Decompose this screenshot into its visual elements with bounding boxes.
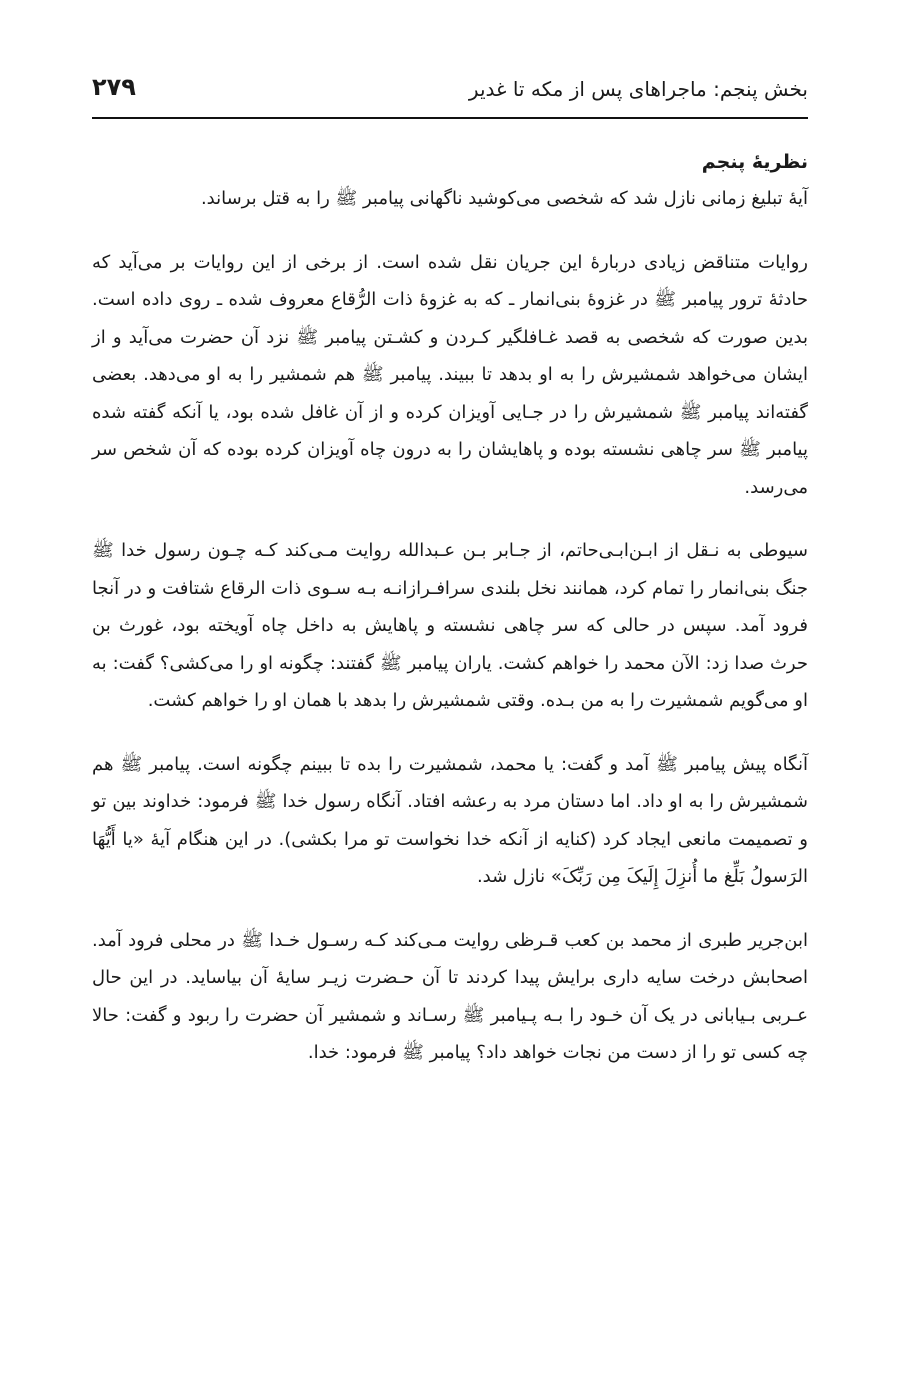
paragraph: آنگاه پیش پیامبر ﷺ آمد و گفت: یا محمد، شمشیرت را بده تا ببینم چگونه است. پیامبر ﷺ هم شمشیرش را به او داد. اما دستان مرد به رعشه افتاد. آنگاه رسول خدا ﷺ فرمود: خداوند بین تو و تصمیمت مانعی ایجاد کرد (کنایه از آنکه خدا نخواست تو مرا بکشی). در این هنگام آیهٔ «یا أَیُّهَا الرَسولُ بَلِّغ ما أُنزِلَ إِلَیکَ مِن رَبِّکَ» نازل شد.	[92, 753, 808, 887]
paragraph: سیوطی به نـقل از ابـن‌ابـی‌حاتم، از جـابر بـن عـبدالله روایت مـی‌کند کـه چـون رسول خدا ﷺ جنگ بنی‌انمار را تمام کرد، همانند نخل بلندی سرافـرازانـه بـه سـوی ذات الرقاع شتافت و در آنجا فرود آمد. سپس در حالی که سر چاهی نشسته و پاهایش به داخل چاه آویخته بود، غورث بن حرث صدا زد: الآن محمد را خواهم کشت. یاران پیامبر ﷺ گفتند: چگونه او را می‌کشی؟ گفت: به او می‌گویم شمشیرت را به من بـده. وقتی شمشیرش را بدهد با همان او را خواهم کشت.	[92, 540, 808, 711]
paragraph: روایات متناقض زیادی دربارهٔ این جریان نقل شده است. از برخی از این روایات بر می‌آید که حادثهٔ ترور پیامبر ﷺ در غزوهٔ بنی‌انمار ـ که به غزوهٔ ذات الرُّقاع معروف شده ـ روی داده است. بدین صورت که شخصی به قصد غـافلگیر کـردن و کشـتن پیامبر ﷺ نزد آن حضرت می‌آید و از ایشان می‌خواهد شمشیرش را به او بدهد تا ببیند. پیامبر ﷺ هم شمشیر را به او می‌دهد. بعضی گفته‌اند پیامبر ﷺ شمشیرش را در جـایی آویزان کرده و از آن غافل شده بود، یا آنکه گفته شده پیامبر ﷺ سر چاهی نشسته بوده و پاهایشان را به درون چاه آویزان کرده بوده که آن شخص سر می‌رسد.	[92, 251, 808, 498]
paragraph: آیهٔ تبلیغ زمانی نازل شد که شخصی می‌کوشید ناگهانی پیامبر ﷺ را به قتل برساند.	[200, 188, 808, 209]
page-number: ۲۷۹	[92, 73, 136, 101]
header-rule	[92, 117, 808, 119]
paragraph: ابن‌جریر طبری از محمد بن کعب قـرظی روایت مـی‌کند کـه رسـول خـدا ﷺ در محلی فرود آمد. اصحابش درخت سایه داری برایش پیدا کردند تا آن حـضرت زیـر سایهٔ آن بیاساید. در این حال عـربی بـیابانی در یک آن خـود را بـه پـیامبر ﷺ رسـاند و شمشیر آن حضرت را ربود و گفت: حالا چه کسی تو را از دست من نجات خواهد داد؟ پیامبر ﷺ فرمود: خدا.	[92, 929, 808, 1063]
running-title: بخش پنجم: ماجراهای پس از مکه تا غدیر	[468, 77, 808, 101]
running-head	[92, 70, 808, 116]
section-title: نظریهٔ پنجم	[701, 151, 808, 173]
page-body	[92, 144, 808, 1072]
